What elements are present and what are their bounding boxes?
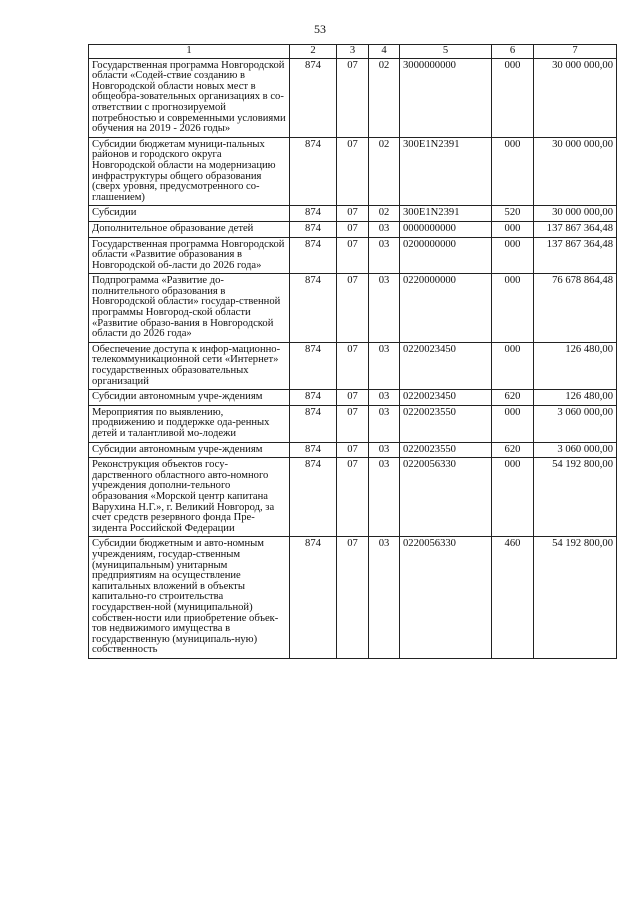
target-article-cell: 0220056330 <box>400 458 492 537</box>
amount-cell: 137 867 364,48 <box>534 221 617 237</box>
target-article-cell: 0220023550 <box>400 442 492 458</box>
ved-code-cell: 874 <box>290 390 337 406</box>
column-header: 6 <box>492 45 534 59</box>
expense-type-cell: 000 <box>492 274 534 343</box>
amount-cell: 126 480,00 <box>534 390 617 406</box>
expense-type-cell: 000 <box>492 58 534 137</box>
amount-cell: 3 060 000,00 <box>534 442 617 458</box>
target-article-cell: 0220000000 <box>400 274 492 343</box>
table-row <box>89 137 617 206</box>
section-code-cell: 07 <box>337 58 369 137</box>
amount-cell: 54 192 800,00 <box>534 537 617 659</box>
expense-type-cell: 460 <box>492 537 534 659</box>
table-row <box>89 342 617 389</box>
table-row <box>89 442 617 458</box>
column-header: 3 <box>337 45 369 59</box>
amount-cell: 3 060 000,00 <box>534 405 617 442</box>
amount-cell: 30 000 000,00 <box>534 137 617 206</box>
amount-cell: 30 000 000,00 <box>534 58 617 137</box>
expense-type-cell: 000 <box>492 405 534 442</box>
expense-type-cell: 000 <box>492 137 534 206</box>
table-row <box>89 237 617 274</box>
table-row <box>89 206 617 222</box>
table-row <box>89 537 617 659</box>
target-article-cell: 300E1N2391 <box>400 206 492 222</box>
row-name-cell: Обеспечение доступа к инфор-мационно-телекоммуникационной сети «Интернет» государственных образовательных организаций <box>89 342 290 389</box>
target-article-cell: 0220023450 <box>400 342 492 389</box>
column-header: 4 <box>369 45 400 59</box>
row-name-cell: Субсидии <box>89 206 290 222</box>
target-article-cell: 0220023550 <box>400 405 492 442</box>
section-code-cell: 07 <box>337 237 369 274</box>
row-name-cell: Субсидии бюджетам муници-пальных районов и городского округа Новгородской области на модернизацию инфраструктуры общего образования (сверх уровня, предусмотренного со-глашением) <box>89 137 290 206</box>
ved-code-cell: 874 <box>290 342 337 389</box>
subsection-code-cell: 02 <box>369 58 400 137</box>
subsection-code-cell: 03 <box>369 458 400 537</box>
budget-table <box>88 44 617 659</box>
ved-code-cell: 874 <box>290 458 337 537</box>
section-code-cell: 07 <box>337 390 369 406</box>
ved-code-cell: 874 <box>290 274 337 343</box>
ved-code-cell: 874 <box>290 221 337 237</box>
subsection-code-cell: 03 <box>369 405 400 442</box>
column-header: 1 <box>89 45 290 59</box>
table-row <box>89 274 617 343</box>
subsection-code-cell: 03 <box>369 537 400 659</box>
column-number-row <box>89 45 617 59</box>
ved-code-cell: 874 <box>290 206 337 222</box>
section-code-cell: 07 <box>337 537 369 659</box>
row-name-cell: Дополнительное образование детей <box>89 221 290 237</box>
subsection-code-cell: 02 <box>369 137 400 206</box>
subsection-code-cell: 03 <box>369 390 400 406</box>
ved-code-cell: 874 <box>290 58 337 137</box>
target-article-cell: 0220023450 <box>400 390 492 406</box>
row-name-cell: Мероприятия по выявлению, продвижению и поддержке ода-ренных детей и талантливой мо-лодежи <box>89 405 290 442</box>
amount-cell: 76 678 864,48 <box>534 274 617 343</box>
target-article-cell: 3000000000 <box>400 58 492 137</box>
subsection-code-cell: 03 <box>369 342 400 389</box>
column-header: 2 <box>290 45 337 59</box>
page-number: 53 <box>314 22 326 36</box>
table-row <box>89 390 617 406</box>
subsection-code-cell: 03 <box>369 274 400 343</box>
section-code-cell: 07 <box>337 221 369 237</box>
section-code-cell: 07 <box>337 274 369 343</box>
ved-code-cell: 874 <box>290 442 337 458</box>
row-name-cell: Государственная программа Новгородской области «Содей-ствие созданию в Новгородской области новых мест в общеобра-зовательных организациях в со-ответствии с прогнозируемой потребностью и современными условиями обучения на 2019 - 2026 годы» <box>89 58 290 137</box>
target-article-cell: 0000000000 <box>400 221 492 237</box>
target-article-cell: 0200000000 <box>400 237 492 274</box>
table-row <box>89 458 617 537</box>
subsection-code-cell: 02 <box>369 206 400 222</box>
column-header: 7 <box>534 45 617 59</box>
row-name-cell: Субсидии бюджетным и авто-номным учреждениям, государ-ственным (муниципальным) унитарным предприятиям на осуществление капитальных вложений в объекты капитально-го строительства государствен-ной (муниципальной) собствен-ности или приобретение объек-тов недвижимого имущества в государственную (муниципаль-ную) собственность <box>89 537 290 659</box>
section-code-cell: 07 <box>337 137 369 206</box>
subsection-code-cell: 03 <box>369 442 400 458</box>
subsection-code-cell: 03 <box>369 237 400 274</box>
amount-cell: 54 192 800,00 <box>534 458 617 537</box>
target-article-cell: 0220056330 <box>400 537 492 659</box>
ved-code-cell: 874 <box>290 405 337 442</box>
amount-cell: 30 000 000,00 <box>534 206 617 222</box>
expense-type-cell: 000 <box>492 237 534 274</box>
expense-type-cell: 000 <box>492 342 534 389</box>
ved-code-cell: 874 <box>290 137 337 206</box>
ved-code-cell: 874 <box>290 237 337 274</box>
section-code-cell: 07 <box>337 458 369 537</box>
section-code-cell: 07 <box>337 405 369 442</box>
subsection-code-cell: 03 <box>369 221 400 237</box>
row-name-cell: Государственная программа Новгородской области «Развитие образования в Новгородской об-ласти до 2026 года» <box>89 237 290 274</box>
row-name-cell: Субсидии автономным учре-ждениям <box>89 390 290 406</box>
section-code-cell: 07 <box>337 206 369 222</box>
row-name-cell: Подпрограмма «Развитие до-полнительного образования в Новгородской области» государ-ственной программы Новгород-ской области «Развитие образо-вания в Новгородской области до 2026 года» <box>89 274 290 343</box>
table-row <box>89 405 617 442</box>
table-row <box>89 58 617 137</box>
amount-cell: 137 867 364,48 <box>534 237 617 274</box>
expense-type-cell: 000 <box>492 458 534 537</box>
section-code-cell: 07 <box>337 342 369 389</box>
expense-type-cell: 620 <box>492 390 534 406</box>
expense-type-cell: 000 <box>492 221 534 237</box>
row-name-cell: Реконструкция объектов госу-дарственного областного авто-номного учреждения дополни-тельного образования «Морской центр капитана Варухина Н.Г.», г. Великий Новгород, за счет средств резервного фонда Пре-зидента Российской Федерации <box>89 458 290 537</box>
expense-type-cell: 620 <box>492 442 534 458</box>
table-row <box>89 221 617 237</box>
section-code-cell: 07 <box>337 442 369 458</box>
target-article-cell: 300E1N2391 <box>400 137 492 206</box>
ved-code-cell: 874 <box>290 537 337 659</box>
amount-cell: 126 480,00 <box>534 342 617 389</box>
row-name-cell: Субсидии автономным учре-ждениям <box>89 442 290 458</box>
column-header: 5 <box>400 45 492 59</box>
expense-type-cell: 520 <box>492 206 534 222</box>
